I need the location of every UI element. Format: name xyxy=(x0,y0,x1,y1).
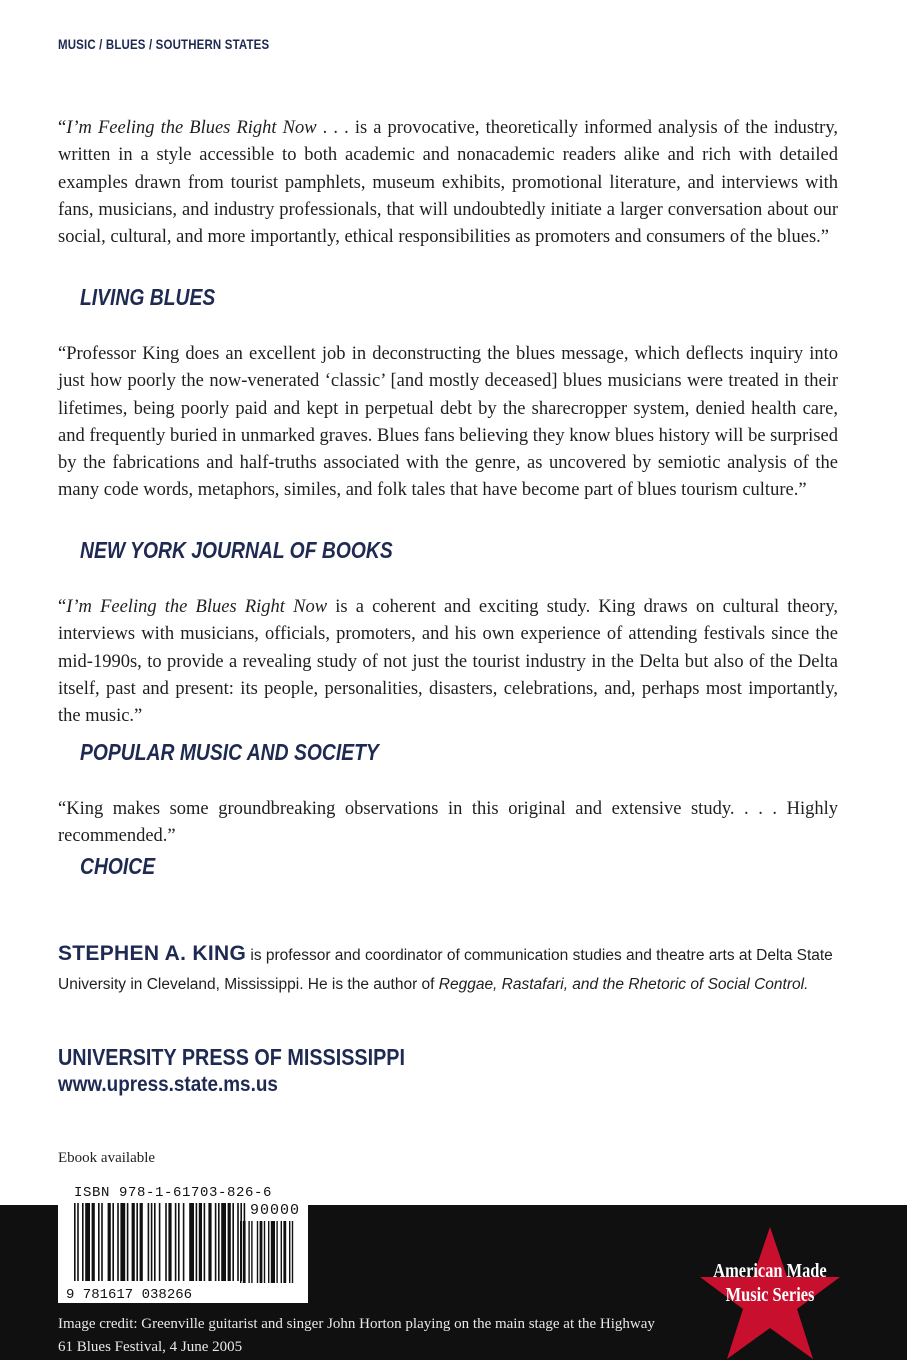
addon-bar xyxy=(271,1221,275,1283)
addon-bar xyxy=(251,1221,252,1283)
barcode-bar xyxy=(183,1203,185,1281)
barcode-bar xyxy=(112,1203,114,1281)
barcode-digits: 9 781617 038266 xyxy=(66,1287,193,1301)
addon-bar xyxy=(276,1221,277,1283)
price-code: 90000 xyxy=(249,1202,300,1219)
book-title: I’m Feeling the Blues Right Now xyxy=(66,597,328,617)
barcode-bar xyxy=(127,1203,129,1281)
barcode-bar xyxy=(221,1203,226,1281)
book-title: I’m Feeling the Blues Right Now xyxy=(66,118,317,138)
category-label: MUSIC / BLUES / SOUTHERN STATES xyxy=(58,36,270,52)
barcode-bar xyxy=(189,1203,194,1281)
barcode-bar xyxy=(136,1203,138,1281)
addon-bar xyxy=(283,1221,286,1283)
barcode-bar xyxy=(196,1203,198,1281)
review-quote-3: “I’m Feeling the Blues Right Now is a coherent and exciting study. King draws on cultural theory, interviews with musicians, officials, promoters, and his own experience of attending festivals since the mid-1990s, to provide a revealing study of not just the tourist industry in the Delta but also of the Delta itself, past and present: its people, personalities, disasters, celebrations, and, perhaps most importantly, the music.” xyxy=(58,597,838,727)
image-credit: Image credit: Greenville guitarist and singer John Horton playing on the main stage at the Highway 61 Blues Festival, 4 June 2005 xyxy=(58,1316,655,1355)
barcode-bar xyxy=(175,1203,177,1281)
author-book-title: Reggae, Rastafari, and the Rhetoric of Social Control. xyxy=(438,976,809,993)
barcode-bar xyxy=(237,1203,239,1281)
barcode-bar xyxy=(215,1203,217,1281)
barcode-bar xyxy=(199,1203,202,1281)
addon-bar xyxy=(281,1221,282,1283)
review-source-1: LIVING BLUES xyxy=(80,284,216,310)
barcode-bars xyxy=(64,1203,304,1301)
isbn-label: ISBN 978-1-61703-826-6 xyxy=(74,1185,273,1201)
barcode xyxy=(58,1181,308,1303)
review-quote-2: “Professor King does an excellent job in deconstructing the blues message, which deflects inquiry into just how poorly the now-venerated ‘classic’ [and mostly deceased] blues musicians were treated in their lifetimes, being poorly paid and kept in perpetual debt by the sharecropper system, denied health care, and frequently buried in unmarked graves. Blues fans believing they know blues history will be surprised by the fabrications and half-truths associated with the genre, as uncovered by semiotic analysis of the many code words, metaphors, similes, and folk tales that have become part of blues tourism culture.” xyxy=(58,344,838,501)
series-title: American Made Music Series xyxy=(713,1260,827,1306)
addon-bar xyxy=(292,1221,293,1283)
barcode-bar xyxy=(108,1203,111,1281)
barcode-bar xyxy=(208,1203,211,1281)
review-source-4: CHOICE xyxy=(80,853,156,879)
barcode-bar xyxy=(168,1203,171,1281)
barcode-bar xyxy=(98,1203,100,1281)
publisher-website[interactable]: www.upress.state.ms.us xyxy=(58,1073,278,1096)
barcode-bar xyxy=(232,1203,234,1281)
barcode-bar xyxy=(92,1203,95,1281)
barcode-bar xyxy=(165,1203,167,1281)
addon-bar xyxy=(243,1221,246,1283)
barcode-bar xyxy=(154,1203,156,1281)
ebook-note: Ebook available xyxy=(58,1150,156,1166)
barcode-bar xyxy=(74,1203,76,1281)
review-source-3: POPULAR MUSIC AND SOCIETY xyxy=(80,739,379,765)
addon-bar xyxy=(268,1221,269,1283)
barcode-bar xyxy=(218,1203,220,1281)
barcode-bar xyxy=(77,1203,79,1281)
series-logo xyxy=(690,1225,850,1360)
barcode-bar xyxy=(117,1203,119,1281)
review-quote-4: “King makes some groundbreaking observations in this original and extensive study. . . . Highly recommended.” xyxy=(58,799,838,847)
author-bio: STEPHEN A. KING is professor and coordinator of communication studies and theatre arts at Delta State University in Cleveland, Mississippi. He is the author of Reggae, Rastafari, and the Rhetoric of Social Control. xyxy=(58,942,833,993)
addon-bar xyxy=(264,1221,265,1283)
addon-bar xyxy=(289,1221,290,1283)
barcode-bar xyxy=(159,1203,161,1281)
barcode-bar xyxy=(178,1203,180,1281)
barcode-bar xyxy=(204,1203,206,1281)
barcode-bar xyxy=(228,1203,231,1281)
addon-bar xyxy=(257,1221,258,1283)
review-source-2: NEW YORK JOURNAL OF BOOKS xyxy=(80,537,393,563)
barcode-bar xyxy=(101,1203,103,1281)
addon-bar xyxy=(248,1221,249,1283)
publisher-name: UNIVERSITY PRESS OF MISSISSIPPI xyxy=(58,1044,405,1070)
barcode-bar xyxy=(82,1203,84,1281)
barcode-bar xyxy=(148,1203,150,1281)
barcode-bar xyxy=(85,1203,90,1281)
review-quote-1: “I’m Feeling the Blues Right Now . . . is a provocative, theoretically informed analysis of the industry, written in a style accessible to both academic and nonacademic readers alike and rich with detailed examples drawn from tourist pamphlets, museum exhibits, promotional literature, and interviews with fans, musicians, and industry professionals, that will undoubtedly initiate a larger conversation about our social, cultural, and more importantly, ethical responsibilities as promoters and consumers of the blues.” xyxy=(58,118,838,248)
addon-bar xyxy=(260,1221,263,1283)
author-name: STEPHEN A. KING xyxy=(58,942,247,965)
barcode-bar xyxy=(151,1203,153,1281)
addon-bar xyxy=(240,1221,241,1283)
barcode-bar xyxy=(120,1203,125,1281)
barcode-bar xyxy=(140,1203,143,1281)
barcode-bar xyxy=(132,1203,135,1281)
